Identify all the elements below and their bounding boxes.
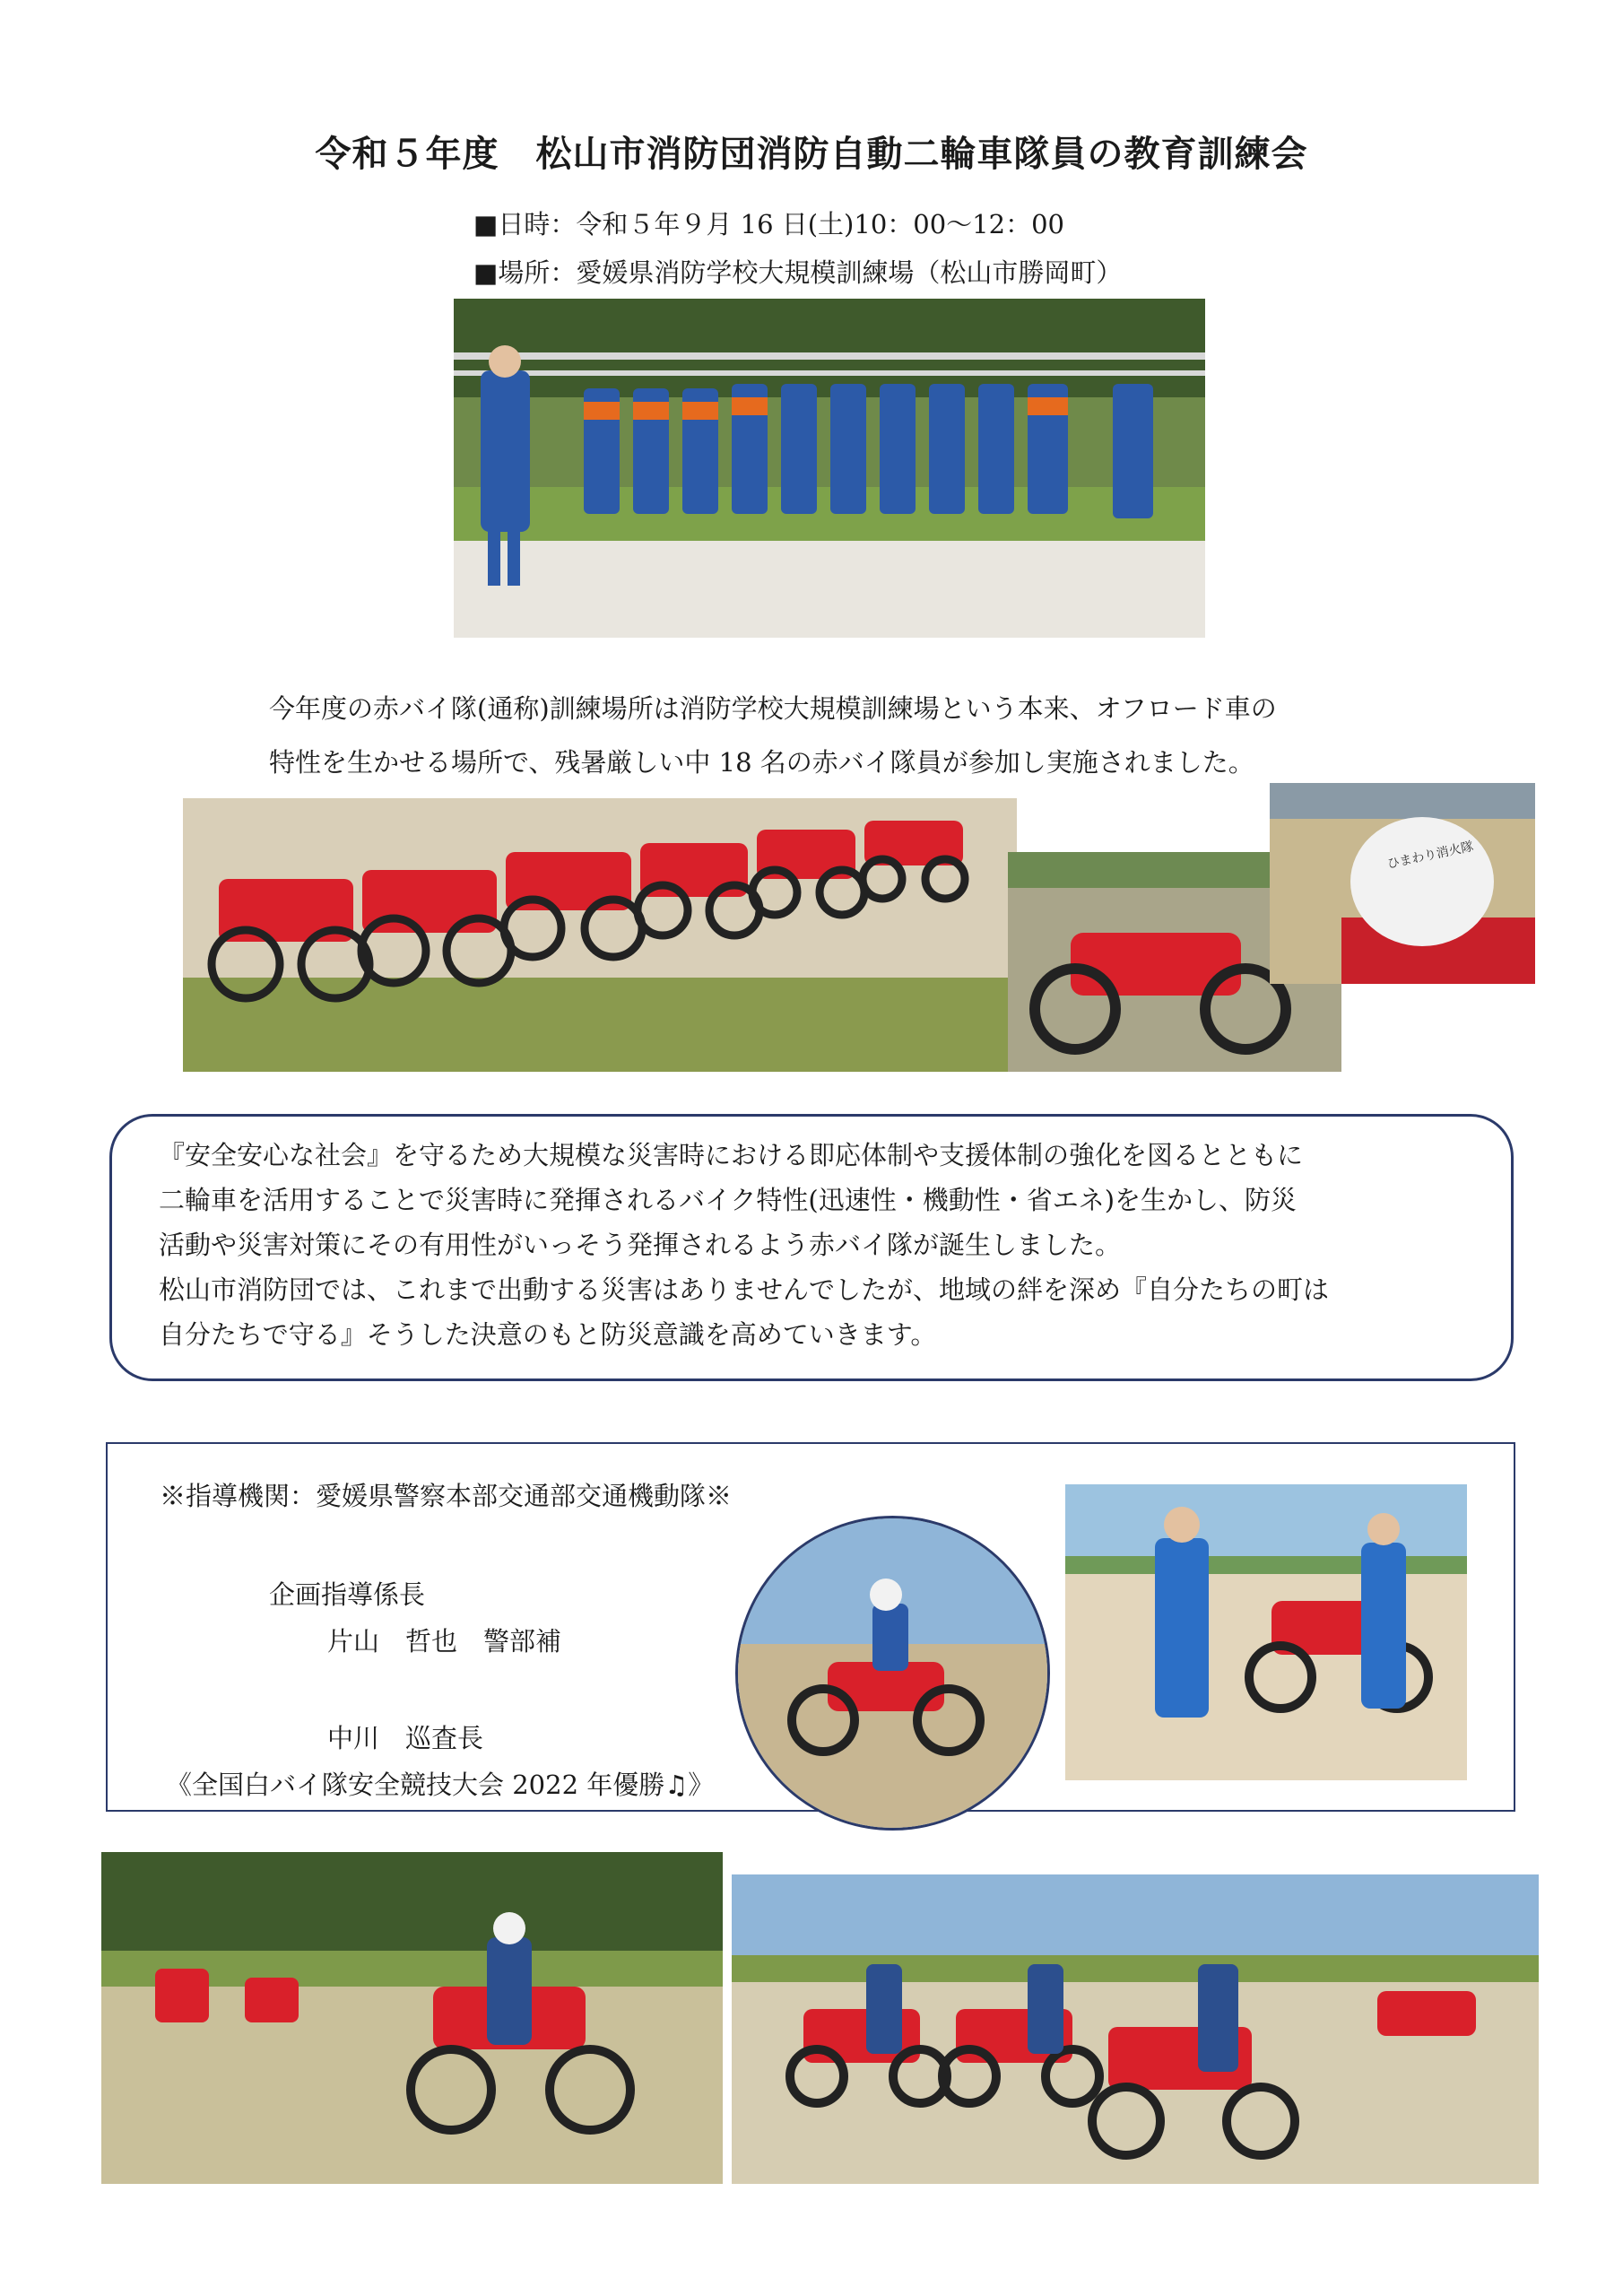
guidance-role: 企画指導係長 [269, 1579, 426, 1610]
rider-circle-photo [735, 1516, 1050, 1831]
mission-line: 『安全安心な社会』を守るため大規模な災害時における即応体制や支援体制の強化を図るとともに [159, 1140, 1304, 1170]
riders-practice-photo-right [732, 1874, 1539, 2184]
event-place: ■場所：愛媛県消防学校大規模訓練場（松山市勝岡町） [473, 257, 1123, 288]
description-line: 今年度の赤バイ隊(通称)訓練場所は消防学校大規模訓練場という本来、オフロード車の [269, 693, 1277, 724]
guidance-header: ※指導機関：愛媛県警察本部交通部交通機動隊※ [160, 1481, 733, 1511]
guidance-award: 《全国白バイ隊安全競技大会 2022 年優勝♫》 [166, 1770, 715, 1800]
event-datetime: ■日時：令和５年９月 16 日(土)10：00～12：00 [473, 209, 1064, 239]
guidance-person: 片山 哲也 警部補 [327, 1626, 562, 1657]
instructors-photo [1065, 1484, 1467, 1780]
mission-line: 活動や災害対策にその有用性がいっそう発揮されるよう赤バイ隊が誕生しました。 [159, 1230, 1122, 1260]
helmet-photo [1270, 783, 1535, 984]
page-title: 令和５年度 松山市消防団消防自動二輪車隊員の教育訓練会 [315, 134, 1308, 175]
mission-line: 松山市消防団では、これまで出動する災害はありませんでしたが、地域の絆を深め『自分たちの町は [159, 1274, 1330, 1305]
group-photo [454, 299, 1205, 638]
mission-line: 二輪車を活用することで災害時に発揮されるバイク特性(迅速性・機動性・省エネ)を生かし、防災 [159, 1185, 1298, 1215]
helmet-label: ひまわり消火隊 [1385, 839, 1475, 872]
mission-box [109, 1114, 1514, 1381]
bikes-row-photo [183, 798, 1017, 1072]
mission-line: 自分たちで守る』そうした決意のもと防災意識を高めていきます。 [159, 1319, 937, 1350]
guidance-person: 中川 巡査長 [327, 1723, 484, 1753]
riders-practice-photo-left [101, 1852, 723, 2184]
description-line: 特性を生かせる場所で、残暑厳しい中 18 名の赤バイ隊員が参加し実施されました。 [269, 747, 1254, 778]
